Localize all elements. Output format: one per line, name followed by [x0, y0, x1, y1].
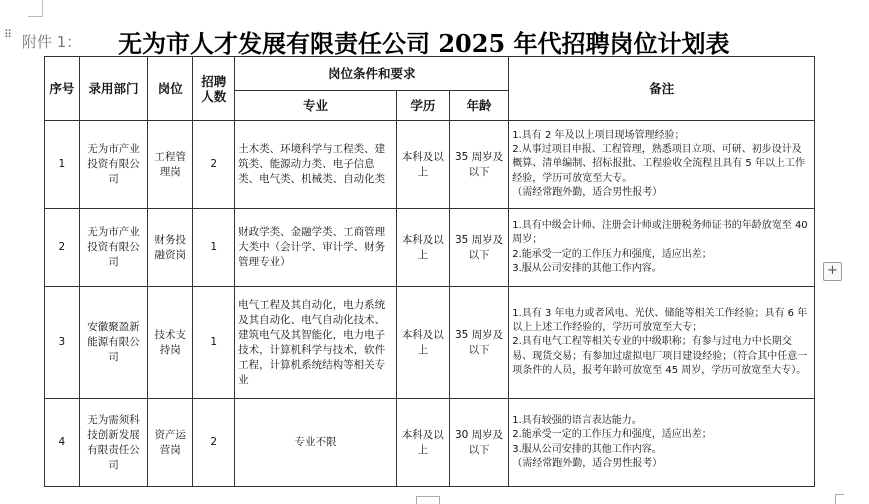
- cell-remarks: [509, 287, 815, 399]
- remark-line: 1.具有中级会计师、注册会计师或注册税务师证书的年龄放宽至 40 周岁；: [512, 220, 808, 246]
- header-age: 年龄: [449, 91, 508, 121]
- header-remarks: 备注: [509, 57, 815, 121]
- cell-age: 35 周岁及以下: [449, 209, 508, 287]
- add-row-button[interactable]: +: [823, 262, 842, 281]
- cell-remarks: [509, 399, 815, 487]
- cell-dept: 无为市产业投资有限公司: [79, 209, 148, 287]
- cell-major: 土木类、环境科学与工程类、建筑类、能源动力类、电子信息类、电气类、机械类、自动化类: [235, 121, 397, 209]
- table-row: [45, 209, 815, 287]
- remark-line: 3.服从公司安排的其他工作内容。: [512, 262, 662, 274]
- header-post: 岗位: [148, 57, 193, 121]
- cell-edu: 本科及以上: [396, 209, 449, 287]
- cell-post: 技术支持岗: [148, 287, 193, 399]
- cell-edu: 本科及以上: [396, 287, 449, 399]
- header-seq: 序号: [45, 57, 80, 121]
- cell-age: 35 周岁及以下: [449, 287, 508, 399]
- remark-line: 2.具有电气工程等相关专业的中级职称；有参与过电力中长期交易、现货交易；有参加过虚拟电厂项目建设经验；（符合其中任意一项条件的人员，报考年龄可放宽至 45 周岁，学历可放宽至大专）。: [512, 336, 808, 376]
- cell-post: 资产运营岗: [148, 399, 193, 487]
- cell-age: 30 周岁及以下: [449, 399, 508, 487]
- remark-line: （需经常跑外勤，适合男性报考）: [512, 186, 663, 198]
- table-row: [45, 399, 815, 487]
- header-dept: 录用部门: [79, 57, 148, 121]
- cell-edu: 本科及以上: [396, 121, 449, 209]
- table-move-handle[interactable]: ⠿: [4, 28, 13, 41]
- cell-seq: 4: [45, 399, 80, 487]
- document-title: [22, 22, 822, 56]
- page-corner-mark: [28, 0, 43, 17]
- cell-count: 1: [193, 287, 235, 399]
- remark-line: 2.能承受一定的工作压力和强度，适应出差；: [512, 248, 712, 260]
- remark-line: （需经常跑外勤，适合男性报考）: [512, 457, 663, 469]
- remark-line: 1.具有 3 年电力或者风电、光伏、储能等相关工作经验；具有 6 年以上上述工作经验的，学历可放宽至大专；: [512, 307, 808, 334]
- cell-count: 1: [193, 209, 235, 287]
- header-major: 专业: [235, 91, 397, 121]
- remark-line: 1.具有较强的语言表达能力。: [512, 415, 642, 427]
- page-title: 无为市人才发展有限责任公司 2025 年代招聘岗位计划表: [118, 29, 730, 58]
- cell-major: 财政学类、金融学类、工商管理大类中（会计学、审计学、财务管理专业）: [235, 209, 397, 287]
- cell-dept: 无为需须科技创新发展有限责任公司: [79, 399, 148, 487]
- cell-major: 专业不限: [235, 399, 397, 487]
- remark-line: 1.具有 2 年及以上项目现场管理经验；: [512, 129, 685, 141]
- header-conditions: 岗位条件和要求: [235, 57, 509, 91]
- cell-post: 财务投融资岗: [148, 209, 193, 287]
- cell-seq: 2: [45, 209, 80, 287]
- cell-seq: 1: [45, 121, 80, 209]
- table-row: [45, 287, 815, 399]
- cell-count: 2: [193, 399, 235, 487]
- cell-seq: 3: [45, 287, 80, 399]
- header-row: [45, 57, 815, 91]
- recruitment-table: [44, 56, 815, 487]
- cell-age: 35 周岁及以下: [449, 121, 508, 209]
- remark-line: 2.从事过项目申报、工程管理，熟悉项目立项、可研、初步设计及概算、清单编制、招标报批、工程验收全流程且具有 5 年以上工作经验，学历可放宽至大专。: [512, 144, 805, 184]
- cell-dept: 无为市产业投资有限公司: [79, 121, 148, 209]
- cell-major: 电气工程及其自动化，电力系统及其自动化、电气自动化技术、建筑电气及其智能化，电力电子技术，计算机科学与技术，软件工程，计算机系统结构等相关专业: [235, 287, 397, 399]
- header-edu: 学历: [396, 91, 449, 121]
- cell-remarks: [509, 121, 815, 209]
- cell-dept: 安徽聚盈新能源有限公司: [79, 287, 148, 399]
- title-prefix: 附件 1：: [22, 33, 82, 51]
- header-count: 招聘人数: [193, 57, 235, 121]
- cell-count: 2: [193, 121, 235, 209]
- remark-line: 2.能承受一定的工作压力和强度，适应出差；: [512, 429, 712, 441]
- cell-post: 工程管理岗: [148, 121, 193, 209]
- cell-edu: 本科及以上: [396, 399, 449, 487]
- table-row: [45, 121, 815, 209]
- remark-line: 3.服从公司安排的其他工作内容。: [512, 443, 662, 455]
- cell-remarks: [509, 209, 815, 287]
